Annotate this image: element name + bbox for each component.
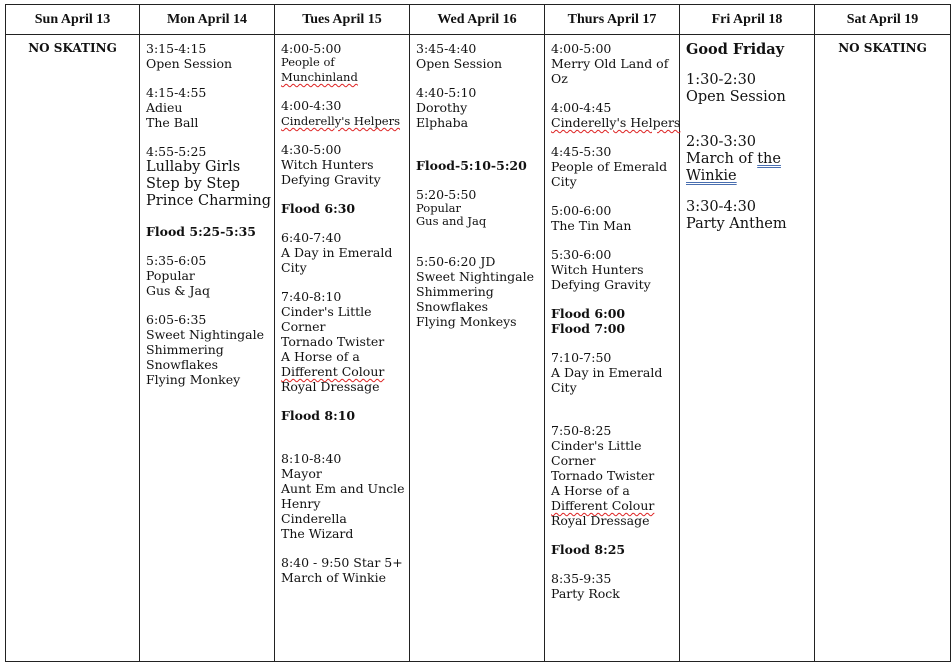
session-block <box>146 144 271 210</box>
session-block <box>551 247 673 292</box>
session-group: Different Colour <box>281 364 385 379</box>
cell-thu <box>545 35 680 662</box>
header-sat: Sat April 19 <box>815 5 951 35</box>
header-mon: Mon April 14 <box>140 5 275 35</box>
header-wed: Wed April 16 <box>410 5 545 35</box>
header-fri: Fri April 18 <box>680 5 815 35</box>
session-group: City <box>551 174 577 189</box>
session-time: 5:50-6:20 JD <box>416 254 496 269</box>
session-time: 5:35-6:05 <box>146 253 207 268</box>
session-group: Mayor <box>281 466 322 481</box>
session-time: 1:30-2:30 <box>686 72 757 88</box>
session-group: Aunt Em and Uncle <box>281 481 405 496</box>
cell-mon <box>140 35 275 662</box>
session-group: Open Session <box>146 56 233 71</box>
flood-text: Flood 8:10 <box>281 408 356 423</box>
session-group: Different Colour <box>551 498 655 513</box>
session-group: Tornado Twister <box>281 334 385 349</box>
session-groups <box>416 202 538 228</box>
flood-note <box>551 542 673 557</box>
session-time: 2:30-3:30 <box>686 134 757 150</box>
session-group: Elphaba <box>416 115 469 130</box>
session-group: Step by Step <box>146 176 240 192</box>
session-time: 5:30-6:00 <box>551 247 612 262</box>
flood-text: Flood 5:25-5:35 <box>146 224 256 239</box>
cell-fri <box>680 35 815 662</box>
session-block <box>416 254 538 329</box>
session-group: A Day in Emerald <box>281 245 393 260</box>
session-group: March of Winkie <box>281 570 387 585</box>
session-block <box>146 253 268 298</box>
session-group: Oz <box>551 71 568 86</box>
session-group: Snowflakes <box>146 357 219 372</box>
spacer <box>686 120 808 134</box>
session-group: Flying Monkeys <box>416 314 517 329</box>
session-block <box>281 98 403 128</box>
session-block <box>146 41 268 71</box>
session-group: Dorothy <box>416 100 468 115</box>
session-time: 4:45-5:30 <box>551 144 612 159</box>
cell-tue <box>275 35 410 662</box>
session-group: Merry Old Land of <box>551 56 669 71</box>
session-block <box>551 41 673 86</box>
session-time: 6:40-7:40 <box>281 230 342 245</box>
session-block <box>281 230 403 275</box>
flood-text: Flood 6:00 <box>551 306 626 321</box>
session-time: 8:35-9:35 <box>551 571 612 586</box>
session-group: People of <box>281 55 335 69</box>
header-thu: Thurs April 17 <box>545 5 680 35</box>
session-group: Cinder's Little <box>281 304 372 319</box>
holiday-title-block <box>686 41 808 58</box>
session-groups <box>281 113 403 128</box>
session-group: Royal Dressage <box>281 379 380 394</box>
session-groups <box>146 159 271 210</box>
session-group: City <box>281 260 307 275</box>
session-block <box>686 72 808 106</box>
session-time: 3:30-4:30 <box>686 199 757 215</box>
header-tue: Tues April 15 <box>275 5 410 35</box>
session-group: Adieu <box>146 100 183 115</box>
session-group: Defying Gravity <box>281 172 381 187</box>
session-time: 7:10-7:50 <box>551 350 612 365</box>
session-group: Sweet Nightingale <box>146 327 264 342</box>
session-group: Corner <box>551 453 596 468</box>
spacer <box>416 144 538 158</box>
session-group: Cinderelly's Helpers <box>551 115 681 130</box>
session-time: 8:10-8:40 <box>281 451 342 466</box>
session-time: 4:15-4:55 <box>146 85 207 100</box>
session-group <box>686 151 808 168</box>
session-group: A Day in Emerald <box>551 365 663 380</box>
session-group <box>686 168 808 185</box>
session-group: Open Session <box>416 56 503 71</box>
session-group: Party Anthem <box>686 216 787 232</box>
session-group: Gus & Jaq <box>146 283 210 298</box>
session-group: People of Emerald <box>551 159 668 174</box>
session-group: Popular <box>416 201 461 215</box>
session-time: 4:00-4:30 <box>281 98 342 113</box>
schedule-row <box>6 35 951 662</box>
flood-note <box>281 408 403 423</box>
session-time: 6:05-6:35 <box>146 312 207 327</box>
session-group: Shimmering <box>146 342 224 357</box>
session-group: Lullaby Girls <box>146 159 241 175</box>
session-time: 5:20-5:50 <box>416 187 477 202</box>
session-block <box>416 41 538 71</box>
header-row <box>6 5 951 35</box>
session-time: 4:55-5:25 <box>146 144 207 159</box>
session-group: Cinderella <box>281 511 347 526</box>
session-block <box>146 85 268 130</box>
flood-note <box>551 306 673 336</box>
cell-wed <box>410 35 545 662</box>
session-group: A Horse of a <box>551 483 630 498</box>
session-group: Cinder's Little <box>551 438 642 453</box>
session-group: Shimmering <box>416 284 494 299</box>
session-block <box>416 85 538 130</box>
session-block <box>281 451 403 541</box>
flood-text: Flood 6:30 <box>281 201 356 216</box>
flood-text: Flood 8:25 <box>551 542 626 557</box>
session-block <box>686 134 808 185</box>
session-block <box>281 555 403 585</box>
session-group: Witch Hunters <box>551 262 644 277</box>
session-block <box>416 187 538 228</box>
session-group: Prince Charming <box>146 193 271 209</box>
session-time: 4:40-5:10 <box>416 85 477 100</box>
no-skating-note: NO SKATING <box>28 41 117 55</box>
session-block <box>281 142 403 187</box>
session-group-part: March of <box>686 151 758 167</box>
session-block <box>551 100 681 130</box>
session-group: Henry <box>281 496 321 511</box>
session-time: 4:00-5:00 <box>551 41 612 56</box>
session-time: 4:00-4:45 <box>551 100 612 115</box>
session-group: Defying Gravity <box>551 277 651 292</box>
session-block <box>281 289 403 394</box>
session-time: 8:40 - 9:50 Star 5+ <box>281 555 403 570</box>
session-group: The Tin Man <box>551 218 632 233</box>
session-group: Witch Hunters <box>281 157 374 172</box>
session-block <box>551 203 673 233</box>
holiday-title: Good Friday <box>686 41 785 58</box>
spacer <box>281 437 403 451</box>
spacer <box>416 242 538 254</box>
session-group: Corner <box>281 319 326 334</box>
session-groups <box>281 56 403 84</box>
cell-sat <box>815 35 951 662</box>
session-block <box>551 144 673 189</box>
session-time: 3:45-4:40 <box>416 41 477 56</box>
session-group: The Ball <box>146 115 199 130</box>
flood-note <box>416 158 538 173</box>
session-group: Popular <box>146 268 195 283</box>
no-skating-note: NO SKATING <box>838 41 927 55</box>
session-time: 7:40-8:10 <box>281 289 342 304</box>
session-time: 4:30-5:00 <box>281 142 342 157</box>
session-time: 3:15-4:15 <box>146 41 207 56</box>
cell-sun <box>6 35 140 662</box>
session-block <box>551 350 673 395</box>
flood-note <box>281 201 403 216</box>
session-group: Cinderelly's Helpers <box>281 114 401 128</box>
session-group: Royal Dressage <box>551 513 650 528</box>
session-group: City <box>551 380 577 395</box>
flood-note <box>146 224 268 239</box>
session-group: Munchinland <box>281 70 358 84</box>
flood-text: Flood 7:00 <box>551 321 626 336</box>
session-block <box>281 41 403 84</box>
skating-schedule-table <box>5 4 951 662</box>
session-group: Gus and Jaq <box>416 214 487 228</box>
spacer <box>551 409 673 423</box>
session-time: 5:00-6:00 <box>551 203 612 218</box>
session-group: Snowflakes <box>416 299 489 314</box>
header-sun: Sun April 13 <box>6 5 140 35</box>
session-block <box>686 199 808 233</box>
session-group-part: the <box>757 151 781 167</box>
session-group: A Horse of a <box>281 349 360 364</box>
session-time: 7:50-8:25 <box>551 423 612 438</box>
session-block <box>146 312 268 387</box>
session-group: Flying Monkey <box>146 372 241 387</box>
session-group: The Wizard <box>281 526 354 541</box>
session-group: Open Session <box>686 89 786 105</box>
session-group: Sweet Nightingale <box>416 269 534 284</box>
session-group: Party Rock <box>551 586 620 601</box>
flood-text: Flood-5:10-5:20 <box>416 158 527 173</box>
session-group: Tornado Twister <box>551 468 655 483</box>
session-group-part: Winkie <box>686 168 737 184</box>
session-block <box>551 571 673 601</box>
session-block <box>551 423 673 528</box>
session-time: 4:00-5:00 <box>281 41 342 56</box>
